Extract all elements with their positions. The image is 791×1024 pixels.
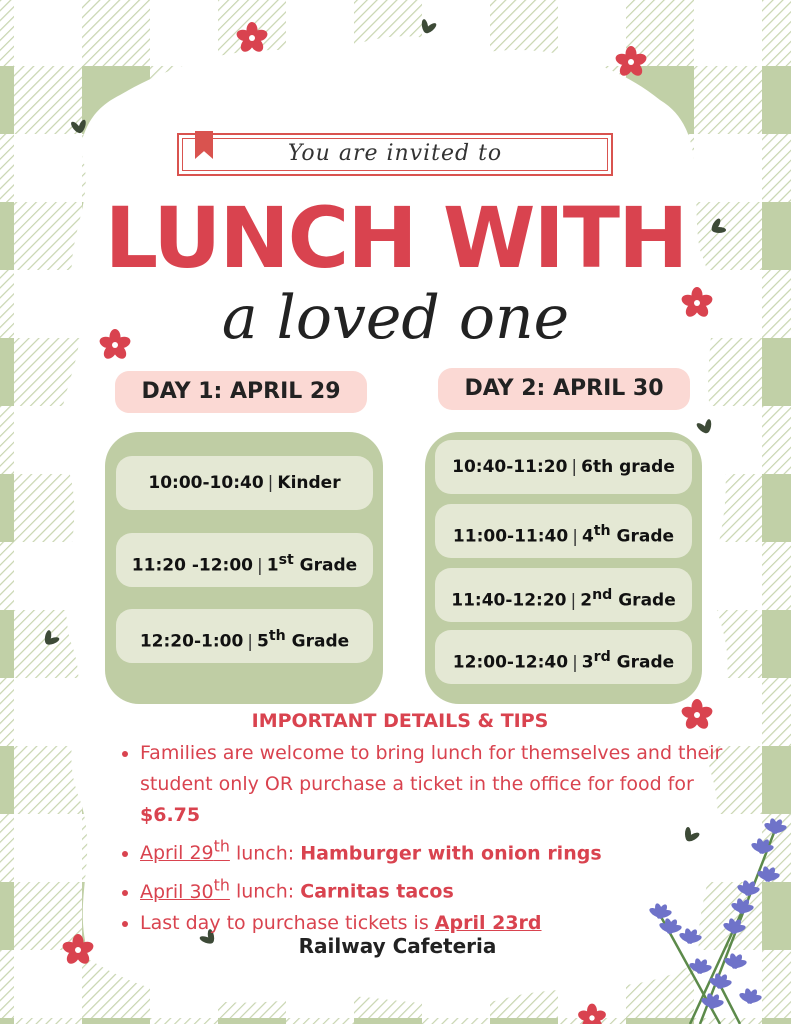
gingham-cell — [0, 882, 14, 950]
gingham-cell — [218, 1018, 286, 1024]
gingham-cell — [0, 814, 14, 882]
day2-label: DAY 2: APRIL 30 — [438, 368, 690, 410]
day2-slot: 11:40-12:20 | 2nd Grade — [435, 568, 692, 622]
details-list — [118, 738, 730, 939]
slot-grade: Kinder — [277, 473, 341, 493]
slot-grade: 1 — [266, 555, 279, 576]
page-subtitle: a loved one — [221, 283, 570, 353]
gingham-cell — [0, 134, 14, 202]
gingham-cell — [0, 270, 14, 338]
gingham-cell — [0, 1018, 14, 1024]
day2-slot: 12:00-12:40 | 3rd Grade — [435, 630, 692, 684]
slot-grade-ordinal: th — [268, 628, 286, 644]
gingham-cell — [286, 1018, 354, 1024]
gingham-cell — [354, 1018, 422, 1024]
lunch-date-1-ordinal: th — [213, 837, 230, 856]
gingham-cell — [694, 66, 762, 134]
gingham-cell — [14, 1018, 82, 1024]
details-title: IMPORTANT DETAILS & TIPS — [251, 710, 549, 732]
gingham-cell — [762, 338, 791, 406]
gingham-cell — [762, 134, 791, 202]
gingham-cell — [694, 1018, 762, 1024]
gingham-cell — [0, 474, 14, 542]
slot-grade-suffix: Grade — [610, 652, 675, 673]
slot-time: 12:20-1:00 — [139, 631, 244, 652]
gingham-cell — [0, 542, 14, 610]
gingham-cell — [762, 678, 791, 746]
slot-grade: 6th grade — [581, 457, 675, 477]
gingham-cell — [150, 0, 218, 66]
slot-time: 12:00-12:40 — [452, 652, 569, 673]
slot-grade: 5 — [257, 631, 269, 652]
day1-label: DAY 1: APRIL 29 — [115, 371, 367, 413]
detail-text: Families are welcome to bring lunch for themselves and their student only OR purchase a ticket in the office for food for — [140, 742, 723, 795]
gingham-cell — [762, 0, 791, 66]
gingham-cell — [762, 202, 791, 270]
gingham-cell — [762, 406, 791, 474]
gingham-cell — [0, 406, 14, 474]
gingham-cell — [0, 0, 14, 66]
detail-text: lunch: — [229, 880, 301, 903]
gingham-cell — [422, 1018, 490, 1024]
gingham-cell — [14, 814, 82, 882]
gingham-cell — [626, 1018, 694, 1024]
day1-slot: 12:20-1:00 | 5th Grade — [116, 609, 373, 663]
ticket-price: $6.75 — [140, 804, 201, 826]
list-item — [140, 738, 730, 831]
slot-time: 11:40-12:20 — [451, 590, 567, 611]
slot-grade: 2 — [580, 590, 593, 611]
gingham-cell — [762, 542, 791, 610]
slot-grade-suffix: Grade — [610, 526, 675, 547]
lunch-menu-1: Hamburger with onion rings — [300, 842, 602, 865]
gingham-cell — [0, 746, 14, 814]
lunch-menu-2: Carnitas tacos — [300, 880, 454, 903]
gingham-cell — [82, 1018, 150, 1024]
gingham-cell — [762, 746, 791, 814]
slot-grade-ordinal: th — [593, 523, 611, 539]
gingham-cell — [14, 678, 82, 746]
gingham-cell — [490, 1018, 558, 1024]
day2-slot: 10:40-11:20 | 6th grade — [435, 440, 692, 494]
gingham-cell — [762, 66, 791, 134]
gingham-cell — [0, 338, 14, 406]
footer-signature: Railway Cafeteria — [298, 934, 497, 958]
slot-grade: 4 — [581, 526, 594, 547]
invite-text: You are invited to — [287, 141, 503, 166]
gingham-cell — [0, 610, 14, 678]
day2-slot: 11:00-11:40 | 4th Grade — [435, 504, 692, 558]
gingham-cell — [82, 0, 150, 66]
gingham-cell — [0, 678, 14, 746]
slot-time: 11:00-11:40 — [452, 526, 569, 547]
gingham-cell — [14, 882, 82, 950]
slot-grade-ordinal: rd — [593, 649, 611, 665]
lunch-date-1-text: April 29 — [140, 842, 214, 865]
gingham-cell — [762, 610, 791, 678]
slot-time: 10:00-10:40 — [148, 473, 264, 493]
gingham-cell — [762, 474, 791, 542]
gingham-cell — [694, 0, 762, 66]
slot-time: 10:40-11:20 — [452, 457, 568, 477]
day1-slot: 11:20 -12:00 | 1st Grade — [116, 533, 373, 587]
gingham-cell — [762, 882, 791, 950]
gingham-cell — [0, 202, 14, 270]
gingham-cell — [150, 1018, 218, 1024]
gingham-cell — [0, 66, 14, 134]
lunch-date-2-ordinal: th — [213, 875, 230, 895]
detail-text: Last day to purchase tickets is — [140, 911, 435, 934]
gingham-cell — [14, 0, 82, 66]
day1-slot: 10:00-10:40 | Kinder — [116, 456, 373, 510]
list-item — [140, 831, 730, 869]
gingham-cell — [762, 950, 791, 1018]
ticket-deadline: April 23rd — [434, 911, 542, 934]
detail-text: lunch: — [229, 842, 301, 865]
gingham-cell — [762, 270, 791, 338]
list-item — [140, 869, 730, 907]
slot-grade-suffix: Grade — [293, 555, 358, 576]
page-title: LUNCH WITH — [104, 189, 687, 287]
slot-grade-ordinal: nd — [592, 587, 613, 603]
lunch-date-1 — [140, 837, 230, 865]
slot-grade: 3 — [581, 652, 594, 673]
slot-grade-suffix: Grade — [285, 631, 350, 652]
gingham-cell — [762, 1018, 791, 1024]
gingham-cell — [0, 950, 14, 1018]
slot-time: 11:20 -12:00 — [131, 555, 253, 576]
slot-grade-ordinal: st — [278, 552, 294, 568]
lunch-date-2 — [140, 875, 230, 903]
lunch-date-2-text: April 30 — [140, 880, 214, 903]
slot-grade-suffix: Grade — [612, 590, 676, 611]
gingham-cell — [14, 474, 82, 542]
